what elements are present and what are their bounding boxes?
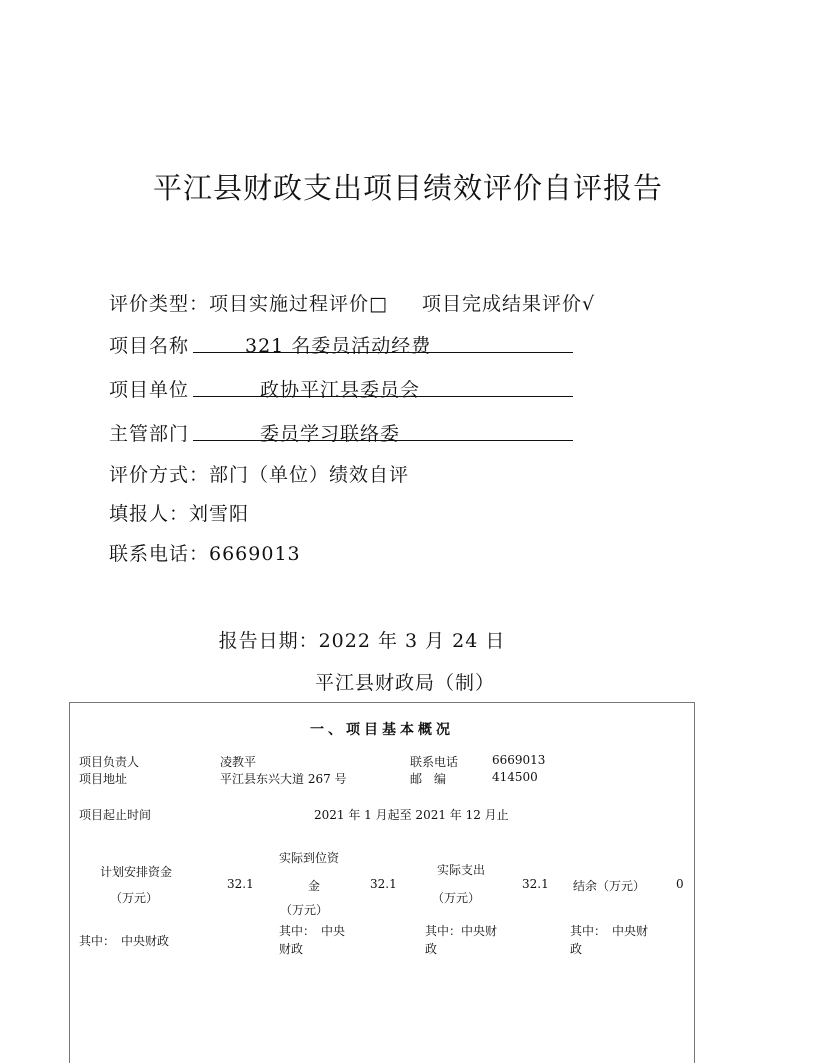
postcode-label: 邮 编: [410, 772, 447, 786]
received-label: 实际到位资: [279, 851, 340, 865]
process-checkbox: □: [369, 293, 388, 315]
received-label-2: 金: [308, 879, 321, 893]
result-checkmark: √: [582, 293, 596, 315]
contact-value: 6669013: [492, 753, 546, 767]
project-overview-table: [69, 702, 695, 1063]
reporter: 填报人：刘雪阳: [109, 503, 250, 525]
spent-label: 实际支出: [437, 863, 486, 877]
of-which-balance-2: 政: [570, 942, 583, 956]
leader-value: 凌教平: [220, 755, 257, 769]
address-value: 平江县东兴大道 267 号: [220, 772, 347, 786]
eval-method: 评价方式：部门（单位）绩效自评: [109, 464, 410, 486]
balance-value: 0: [676, 877, 684, 891]
supervisor-value: 委员学习联络委: [260, 423, 401, 445]
of-which-spent: 其中：中央财: [425, 924, 498, 938]
report-title: 平江县财政支出项目绩效评价自评报告: [152, 171, 663, 205]
issuer: 平江县财政局（制）: [314, 672, 495, 694]
report-date: 报告日期：2022 年 3 月 24 日: [218, 630, 506, 652]
eval-type-option-result: 项目完成结果评价: [421, 293, 582, 315]
eval-type-row: [109, 289, 595, 316]
project-name-value: 321 名委员活动经费: [245, 335, 432, 357]
planned-label: 计划安排资金: [100, 865, 173, 879]
of-which-received: 其中： 中央: [279, 924, 346, 938]
received-unit: （万元）: [280, 903, 329, 917]
project-unit-value: 政协平江县委员会: [260, 379, 421, 401]
leader-label: 项目负责人: [79, 755, 140, 769]
planned-value: 32.1: [227, 877, 254, 891]
period-label: 项目起止时间: [79, 808, 152, 822]
project-name-label: 项目名称: [109, 335, 190, 357]
balance-label: 结余（万元）: [573, 879, 646, 893]
project-unit-label: 项目单位: [109, 379, 190, 401]
contact-label: 联系电话: [410, 755, 459, 769]
period-value: 2021 年 1 月起至 2021 年 12 月止: [314, 808, 509, 822]
eval-type-option-process: 项目实施过程评价: [209, 293, 370, 315]
of-which-received-2: 财政: [279, 942, 304, 956]
eval-type-label: 评价类型：: [109, 293, 210, 315]
supervisor-label: 主管部门: [109, 423, 190, 445]
spent-unit: （万元）: [432, 891, 481, 905]
section-title: 一、项目基本概况: [310, 722, 454, 738]
of-which-planned: 其中： 中央财政: [79, 934, 170, 948]
postcode-value: 414500: [492, 770, 538, 784]
of-which-balance: 其中： 中央财: [570, 924, 649, 938]
planned-unit: （万元）: [110, 891, 159, 905]
received-value: 32.1: [370, 877, 397, 891]
contact-phone: 联系电话：6669013: [109, 543, 301, 565]
address-label: 项目地址: [79, 772, 128, 786]
of-which-spent-2: 政: [425, 942, 438, 956]
spent-value: 32.1: [522, 877, 549, 891]
